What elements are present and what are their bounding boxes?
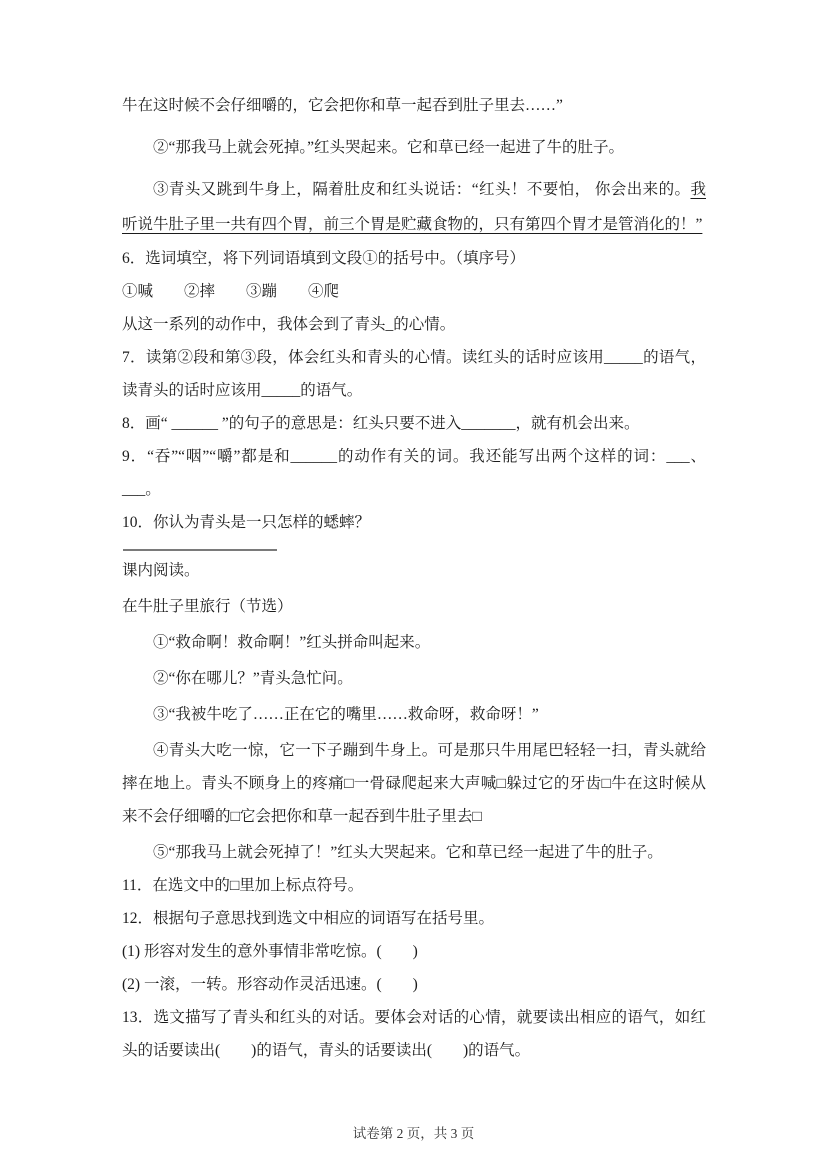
question-12-sub-2: (2) 一滚，一转。形容动作灵活迅速。( )	[122, 976, 418, 993]
question-6-options: ①喊 ②摔 ③蹦 ④爬	[122, 283, 340, 300]
reading-paragraph-2: ②“你在哪儿？”青头急忙问。	[153, 670, 353, 687]
reading-paragraph-1: ①“救命啊！救命啊！”红头拼命叫起来。	[153, 634, 431, 651]
reading-section-label: 课内阅读。	[122, 562, 200, 579]
question-12: 12．根据句子意思找到选文中相应的词语写在括号里。	[122, 910, 495, 927]
passage-paragraph-3-text: ③青头又跳到牛身上，隔着肚皮和红头说话：“红头！不要怕， 你会出来的。	[153, 181, 691, 198]
question-block-b	[122, 869, 706, 1067]
question-10-answer-line	[123, 549, 277, 551]
question-6-followup: 从这一系列的动作中，我体会到了青头_的心情。	[122, 316, 456, 333]
reading-paragraph-3: ③“我被牛吃了……正在它的嘴里……救命呀，救命呀！”	[153, 706, 539, 723]
question-11: 11．在选文中的□里加上标点符号。	[122, 877, 364, 894]
passage-paragraph-3-underlined-sentence: 我听说牛肚子里一共有四个胃，前三个胃是贮藏食物的，只有第四个胃才是管消化的！”	[122, 181, 706, 233]
question-13: 13．选文描写了青头和红头的对话。要体会对话的心情，就要读出相应的语气，如红头的话要读出( )的语气，青头的话要读出( )的语气。	[122, 1009, 706, 1059]
reading-passage-title: 在牛肚子里旅行（节选）	[122, 598, 293, 615]
passage-paragraph-2: ②“那我马上就会死掉。”红头哭起来。它和草已经一起进了牛的肚子。	[153, 139, 625, 156]
passage-paragraph-3	[122, 172, 706, 242]
question-8: 8．画“ ______ ”的句子的意思是：红头只要不进入_______，就有机会出来。	[122, 415, 640, 432]
passage-continuation	[122, 88, 706, 242]
question-block-a	[122, 242, 706, 551]
page-content	[122, 88, 706, 1067]
reading-paragraph-4: ④青头大吃一惊，它一下子蹦到牛身上。可是那只牛用尾巴轻轻一扫，青头就给摔在地上。青头不顾身上的疼痛□一骨碌爬起来大声喊□躲过它的牙齿□牛在这时候从来不会仔细嚼的□它会把你和草一起吞到牛肚子里去□	[122, 742, 706, 825]
question-9: 9．“吞”“咽”“嚼”都是和______的动作有关的词。我还能写出两个这样的词：___、___。	[122, 448, 706, 498]
passage-line-continuation: 牛在这时候不会仔细嚼的，它会把你和草一起吞到肚子里去……”	[122, 97, 563, 114]
reading-paragraph-5: ⑤“那我马上就会死掉了！”红头大哭起来。它和草已经一起进了牛的肚子。	[153, 844, 663, 861]
question-10: 10．你认为青头是一只怎样的蟋蟀？	[122, 514, 371, 531]
question-12-sub-1: (1) 形容对发生的意外事情非常吃惊。( )	[122, 943, 418, 960]
reading-section	[122, 554, 706, 869]
page-footer: 试卷第 2 页，共 3 页	[352, 1126, 475, 1141]
question-6: 6．选词填空，将下列词语填到文段①的括号中。（填序号）	[122, 250, 526, 267]
question-7: 7．读第②段和第③段，体会红头和青头的心情。读红头的话时应该用_____的语气，读青头的话时应该用_____的语气。	[122, 349, 706, 399]
